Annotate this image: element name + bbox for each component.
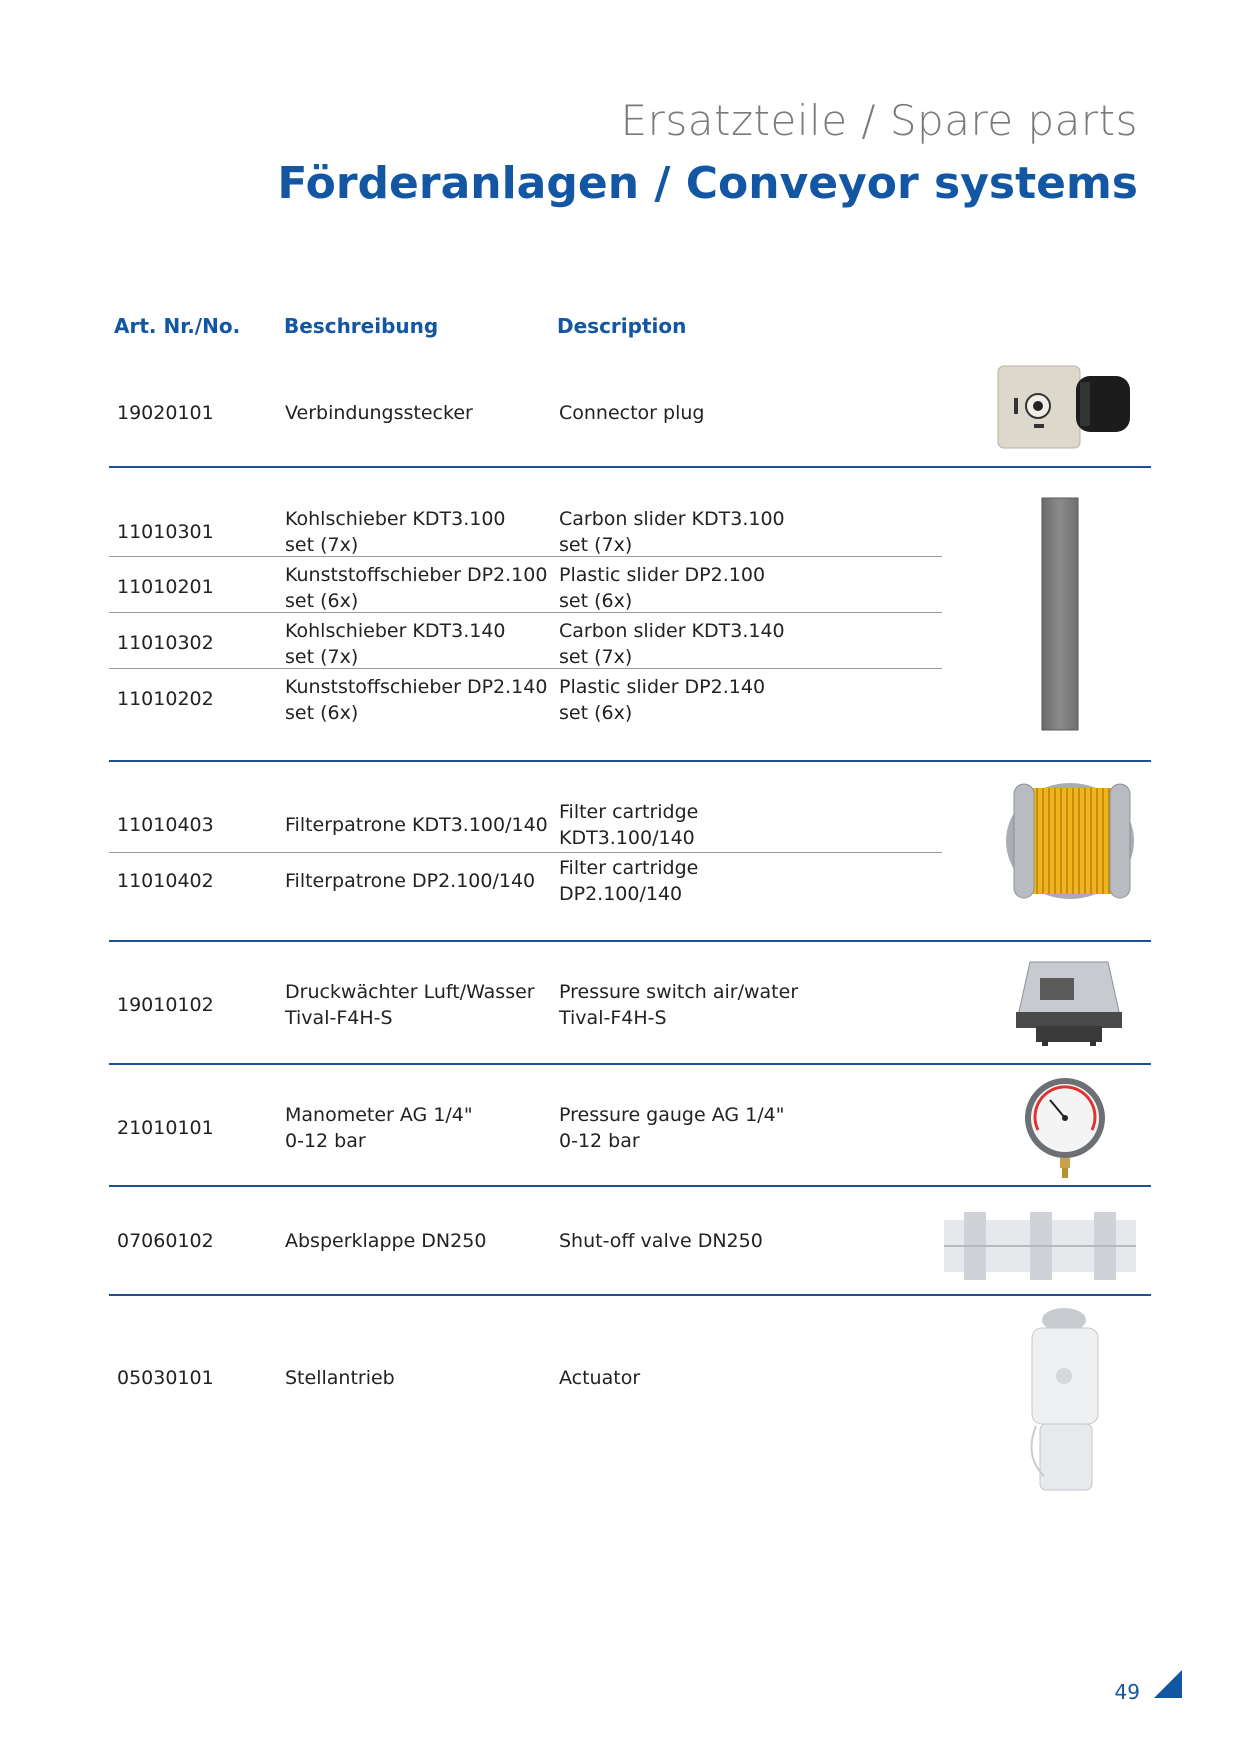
row-description-de: Verbindungsstecker — [285, 402, 473, 424]
pressure-gauge-image — [1020, 1076, 1110, 1180]
row-description-de: Kohlschieber KDT3.100 set (7x) — [285, 508, 506, 556]
group-divider — [109, 466, 1151, 468]
row-description-en: Shut-off valve DN250 — [559, 1230, 763, 1252]
row-description-de: Druckwächter Luft/Wasser Tival-F4H-S — [285, 981, 535, 1029]
column-header-art-no: Art. Nr./No. — [114, 314, 241, 338]
row-description-en: Plastic slider DP2.100 set (6x) — [559, 564, 766, 612]
row-art-number: 07060102 — [117, 1230, 214, 1252]
row-description-en: Filter cartridge DP2.100/140 — [559, 857, 699, 905]
row-art-number: 19020101 — [117, 402, 214, 424]
group-divider — [109, 760, 1151, 762]
row-art-number: 11010301 — [117, 521, 214, 543]
column-header-beschreibung: Beschreibung — [284, 314, 439, 338]
row-description-de: Kunststoffschieber DP2.140 set (6x) — [285, 676, 548, 724]
group-divider — [109, 940, 1151, 942]
shutoff-valve-image — [944, 1212, 1136, 1280]
row-description-en: Carbon slider KDT3.100 set (7x) — [559, 508, 785, 556]
slider-blade-image — [1040, 496, 1082, 732]
filter-cartridge-image — [1000, 778, 1140, 904]
page-number: 49 — [1114, 1680, 1140, 1704]
page-subtitle: Ersatzteile / Spare parts — [620, 96, 1138, 145]
row-description-en: Pressure gauge AG 1/4" 0-12 bar — [559, 1104, 785, 1152]
row-divider — [109, 668, 942, 669]
row-description-de: Stellantrieb — [285, 1367, 395, 1389]
row-description-de: Kohlschieber KDT3.140 set (7x) — [285, 620, 506, 668]
row-art-number: 11010201 — [117, 576, 214, 598]
page-title: Förderanlagen / Conveyor systems — [277, 158, 1138, 209]
row-art-number: 21010101 — [117, 1117, 214, 1139]
row-description-de: Absperklappe DN250 — [285, 1230, 487, 1252]
row-description-en: Carbon slider KDT3.140 set (7x) — [559, 620, 785, 668]
pressure-switch-image — [1012, 956, 1126, 1048]
row-description-en: Connector plug — [559, 402, 705, 424]
group-divider — [109, 1185, 1151, 1187]
row-description-de: Manometer AG 1/4" 0-12 bar — [285, 1104, 473, 1152]
row-description-en: Actuator — [559, 1367, 641, 1389]
row-description-de: Kunststoffschieber DP2.100 set (6x) — [285, 564, 548, 612]
connector-plug-image — [996, 362, 1136, 452]
row-art-number: 11010402 — [117, 870, 214, 892]
actuator-image — [1014, 1306, 1114, 1496]
row-divider — [109, 556, 942, 557]
row-description-en: Filter cartridge KDT3.100/140 — [559, 801, 699, 849]
group-divider — [109, 1063, 1151, 1065]
corner-triangle-icon — [1154, 1670, 1182, 1698]
row-art-number: 05030101 — [117, 1367, 214, 1389]
row-art-number: 11010202 — [117, 688, 214, 710]
column-header-description: Description — [557, 314, 687, 338]
row-description-de: Filterpatrone DP2.100/140 — [285, 870, 536, 892]
row-art-number: 19010102 — [117, 994, 214, 1016]
row-description-en: Plastic slider DP2.140 set (6x) — [559, 676, 766, 724]
row-divider — [109, 852, 942, 853]
row-art-number: 11010403 — [117, 814, 214, 836]
row-divider — [109, 612, 942, 613]
row-art-number: 11010302 — [117, 632, 214, 654]
group-divider — [109, 1294, 1151, 1296]
row-description-en: Pressure switch air/water Tival-F4H-S — [559, 981, 799, 1029]
row-description-de: Filterpatrone KDT3.100/140 — [285, 814, 548, 836]
